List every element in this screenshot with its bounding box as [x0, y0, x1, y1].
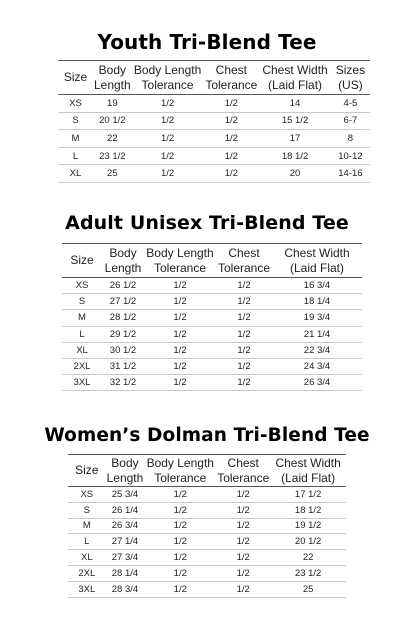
table-cell: 14-16 [331, 165, 370, 183]
header-row [62, 244, 362, 278]
table-cell: 1/2 [216, 375, 272, 391]
table-cell: XL [62, 342, 102, 358]
table-cell: 1/2 [144, 565, 216, 581]
adult-size-table [62, 243, 362, 391]
table-cell: 1/2 [144, 550, 216, 566]
column-header-line: (Laid Flat) [289, 260, 345, 275]
youth-size-table [58, 60, 370, 183]
table-cell: 4-5 [331, 95, 370, 113]
table-cell: 3XL [68, 581, 106, 597]
table-cell: 23 1/2 [93, 147, 132, 165]
table-cell: 20 [259, 165, 331, 183]
column-header-line: Length [106, 470, 144, 485]
table-cell: 1/2 [216, 278, 272, 294]
youth-size-chart [0, 30, 414, 190]
table-row [68, 565, 346, 581]
womens-chart-title: Women’s Dolman Tri-Blend Tee [44, 425, 370, 446]
table-cell: 1/2 [216, 294, 272, 310]
table-cell: S [68, 502, 106, 518]
table-cell: 1/2 [144, 581, 216, 597]
table-cell: 1/2 [203, 147, 259, 165]
womens-dolman-size-chart [0, 425, 414, 595]
table-row [62, 278, 362, 294]
column-header-line: Tolerance [217, 260, 271, 275]
table-cell: 17 1/2 [270, 487, 346, 503]
column-header-line: Tolerance [153, 260, 207, 275]
table-cell: 1/2 [144, 487, 216, 503]
table-cell: 1/2 [216, 550, 270, 566]
table-cell: 1/2 [203, 95, 259, 113]
table-cell: 1/2 [216, 326, 272, 342]
table-cell: 1/2 [216, 342, 272, 358]
table-cell: 1/2 [144, 310, 216, 326]
column-header-line: Size [75, 463, 99, 477]
column-header-line: Body Length [133, 62, 202, 77]
column-header-line: (US) [338, 77, 363, 92]
column-header-line: (Laid Flat) [281, 470, 336, 485]
youth-chart-title: Youth Tri-Blend Tee [97, 30, 317, 54]
column-header [216, 244, 272, 278]
table-cell: 26 3/4 [272, 375, 362, 391]
table-row [62, 310, 362, 326]
table-row [62, 326, 362, 342]
table-cell: 22 [93, 130, 132, 148]
table-cell: 21 1/4 [272, 326, 362, 342]
table-cell: 25 3/4 [106, 487, 145, 503]
column-header-line: Body Length [146, 245, 214, 260]
table-cell: 1/2 [144, 375, 216, 391]
table-cell: L [58, 147, 93, 165]
table-cell: 29 1/2 [102, 326, 144, 342]
table-cell: 1/2 [144, 278, 216, 294]
table-cell: M [58, 130, 93, 148]
adult-chart-title: Adult Unisex Tri-Blend Tee [65, 212, 349, 234]
table-cell: S [58, 112, 93, 130]
table-row [58, 147, 370, 165]
table-cell: M [62, 310, 102, 326]
header-row [58, 61, 370, 95]
table-row [58, 95, 370, 113]
table-cell: 22 [270, 550, 346, 566]
column-header-line: Tolerance [205, 77, 258, 92]
table-cell: 1/2 [216, 358, 272, 374]
column-header-line: Size [70, 253, 94, 267]
table-row [58, 130, 370, 148]
table-cell: 20 1/2 [93, 112, 132, 130]
table-cell: 19 [93, 95, 132, 113]
table-row [62, 294, 362, 310]
column-header-line: Chest Width [275, 455, 341, 470]
column-header-line: Chest Width [284, 245, 350, 260]
column-header [93, 61, 132, 95]
column-header [144, 244, 216, 278]
table-cell: 1/2 [216, 534, 270, 550]
table-cell: 15 1/2 [259, 112, 331, 130]
table-cell: 27 1/2 [102, 294, 144, 310]
table-cell: 2XL [62, 358, 102, 374]
table-cell: 8 [331, 130, 370, 148]
column-header-line: Tolerance [154, 470, 207, 485]
column-header [331, 61, 370, 95]
table-cell: 1/2 [216, 565, 270, 581]
table-cell: 1/2 [144, 342, 216, 358]
table-cell: 25 [93, 165, 132, 183]
table-cell: S [62, 294, 102, 310]
column-header-line: Body [109, 245, 137, 260]
table-row [62, 375, 362, 391]
table-cell: 1/2 [132, 147, 204, 165]
table-cell: 28 3/4 [106, 581, 145, 597]
table-row [62, 342, 362, 358]
table-cell: 28 1/2 [102, 310, 144, 326]
table-cell: 19 1/2 [270, 518, 346, 534]
column-header [203, 61, 259, 95]
table-cell: 1/2 [144, 294, 216, 310]
table-cell: 1/2 [216, 502, 270, 518]
table-cell: 1/2 [216, 487, 270, 503]
table-cell: 10-12 [331, 147, 370, 165]
table-cell: 18 1/4 [272, 294, 362, 310]
table-cell: 1/2 [216, 310, 272, 326]
table-cell: 27 1/4 [106, 534, 145, 550]
table-cell: 1/2 [132, 130, 204, 148]
table-cell: L [68, 534, 106, 550]
table-cell: 1/2 [144, 326, 216, 342]
table-cell: 28 1/4 [106, 565, 145, 581]
table-cell: XL [68, 550, 106, 566]
table-cell: XL [58, 165, 93, 183]
column-header-line: Sizes [335, 62, 366, 77]
table-cell: 1/2 [203, 130, 259, 148]
column-header [102, 244, 144, 278]
column-header-line: Tolerance [141, 77, 194, 92]
table-cell: 1/2 [144, 534, 216, 550]
table-cell: 6-7 [331, 112, 370, 130]
column-header-line: Chest Width [262, 62, 328, 77]
column-header-line: Chest [227, 455, 259, 470]
table-row [68, 581, 346, 597]
table-cell: 1/2 [132, 95, 204, 113]
table-cell: 1/2 [216, 581, 270, 597]
table-cell: 17 [259, 130, 331, 148]
table-cell: XS [58, 95, 93, 113]
table-cell: 19 3/4 [272, 310, 362, 326]
table-cell: 1/2 [144, 502, 216, 518]
womens-size-table [68, 454, 346, 598]
table-cell: 1/2 [203, 165, 259, 183]
table-cell: 14 [259, 95, 331, 113]
column-header-line: Chest [228, 245, 260, 260]
table-row [68, 534, 346, 550]
column-header [68, 455, 106, 487]
table-cell: 26 3/4 [106, 518, 145, 534]
table-cell: 20 1/2 [270, 534, 346, 550]
table-row [68, 518, 346, 534]
table-cell: XS [68, 487, 106, 503]
table-cell: 1/2 [132, 165, 204, 183]
column-header-line: Size [63, 70, 88, 84]
table-cell: 22 3/4 [272, 342, 362, 358]
table-cell: 26 1/4 [106, 502, 145, 518]
table-cell: 18 1/2 [259, 147, 331, 165]
table-row [62, 358, 362, 374]
table-cell: 30 1/2 [102, 342, 144, 358]
table-row [68, 550, 346, 566]
table-cell: 32 1/2 [102, 375, 144, 391]
column-header-line: Length [104, 260, 142, 275]
table-row [68, 487, 346, 503]
table-cell: 24 3/4 [272, 358, 362, 374]
header-row [68, 455, 346, 487]
column-header-line: Body Length [146, 455, 214, 470]
table-cell: 1/2 [132, 112, 204, 130]
column-header [62, 244, 102, 278]
table-cell: L [62, 326, 102, 342]
column-header [106, 455, 145, 487]
table-cell: 1/2 [216, 518, 270, 534]
column-header-line: Body [111, 455, 139, 470]
table-cell: 25 [270, 581, 346, 597]
table-cell: 16 3/4 [272, 278, 362, 294]
table-cell: 1/2 [203, 112, 259, 130]
table-cell: 2XL [68, 565, 106, 581]
column-header-line: Body [98, 62, 127, 77]
table-cell: XS [62, 278, 102, 294]
table-row [58, 165, 370, 183]
column-header [272, 244, 362, 278]
table-cell: 18 1/2 [270, 502, 346, 518]
table-cell: 26 1/2 [102, 278, 144, 294]
column-header [216, 455, 270, 487]
table-cell: 31 1/2 [102, 358, 144, 374]
table-cell: M [68, 518, 106, 534]
column-header [259, 61, 331, 95]
column-header [58, 61, 93, 95]
adult-unisex-size-chart [0, 212, 414, 402]
column-header-line: (Laid Flat) [268, 77, 323, 92]
table-cell: 27 3/4 [106, 550, 145, 566]
column-header-line: Length [93, 77, 131, 92]
column-header [144, 455, 216, 487]
table-cell: 3XL [62, 375, 102, 391]
column-header-line: Chest [215, 62, 248, 77]
table-row [68, 502, 346, 518]
table-row [58, 112, 370, 130]
table-cell: 1/2 [144, 518, 216, 534]
column-header-line: Tolerance [217, 470, 270, 485]
table-cell: 1/2 [144, 358, 216, 374]
column-header [270, 455, 346, 487]
column-header [132, 61, 204, 95]
table-cell: 23 1/2 [270, 565, 346, 581]
